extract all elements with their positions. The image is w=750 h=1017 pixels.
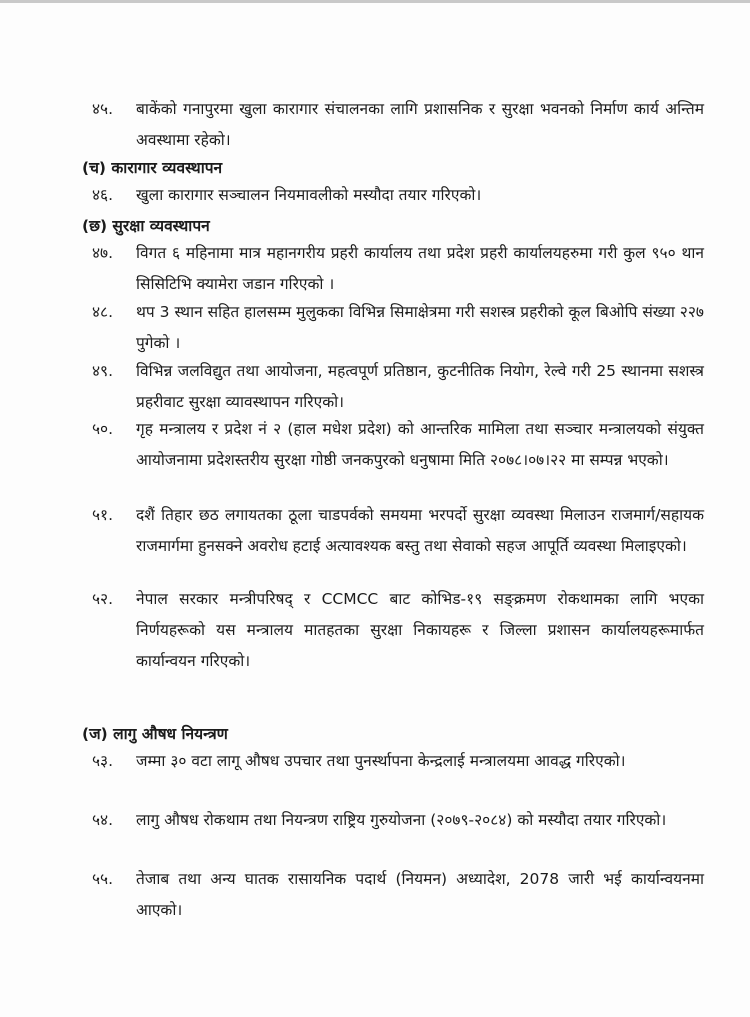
section-heading-security-management: (छ) सुरक्षा व्यवस्थापन xyxy=(82,217,210,235)
top-border-strip xyxy=(0,0,750,3)
item-text: विभिन्न जलविद्युत तथा आयोजना, महत्वपूर्ण प्रतिष्ठान, कुटनीतिक नियोग, रेल्वे गरी 25 स्थानमा सशस्त्र प्रहरीवाट सुरक्षा व्यावस्थापन गरिएको। xyxy=(136,362,704,411)
item-number: ५०. xyxy=(92,420,114,438)
list-item-45 xyxy=(92,94,704,156)
item-text: तेजाब तथा अन्य घातक रासायनिक पदार्थ (नियमन) अध्यादेश, 2078 जारी भई कार्यान्वयनमा आएको। xyxy=(136,870,704,919)
item-number: ५४. xyxy=(92,811,114,829)
item-text: नेपाल सरकार मन्त्रीपरिषद् र CCMCC बाट कोभिड-१९ सङ्क्रमण रोकथामका लागि भएका निर्णयहरूको यस मन्त्रालय मातहतका सुरक्षा निकायहरू र जिल्ला प्रशासन कार्यालयहरूमार्फत कार्यान्वयन गरिएको। xyxy=(136,590,704,670)
list-item-51 xyxy=(92,500,704,562)
item-text: खुला कारागार सञ्चालन नियमावलीको मस्यौदा तयार गरिएको। xyxy=(136,186,482,204)
section-heading-drug-control: (ज) लागु औषध नियन्त्रण xyxy=(82,725,228,743)
item-text: लागु औषध रोकथाम तथा नियन्त्रण राष्ट्रिय गुरुयोजना (२०७९-२०८४) को मस्यौदा तयार गरिएको। xyxy=(136,811,667,829)
item-text: गृह मन्त्रालय र प्रदेश नं २ (हाल मधेश प्रदेश) को आन्तरिक मामिला तथा सञ्चार मन्त्रालयको संयुक्त आयोजनामा प्रदेशस्तरीय सुरक्षा गोष्ठी जनकपुरको धनुषामा मिति २०७८।०७।२२ मा सम्पन्न भएको। xyxy=(136,420,704,469)
list-item-53 xyxy=(92,746,704,777)
item-number: ४७. xyxy=(92,244,114,262)
item-text: दशैं तिहार छठ लगायतका ठूला चाडपर्वको समयमा भरपर्दो सुरक्षा व्यवस्था मिलाउन राजमार्ग/सहायक राजमार्गमा हुनसक्ने अवरोध हटाई अत्यावश्यक बस्तु तथा सेवाको सहज आपूर्ति व्यवस्था मिलाइएको। xyxy=(136,506,704,555)
item-text: जम्मा ३० वटा लागू औषध उपचार तथा पुनर्स्थापना केन्द्रलाई मन्त्रालयमा आवद्ध गरिएको। xyxy=(136,752,626,770)
list-item-50 xyxy=(92,414,704,476)
list-item-47 xyxy=(92,238,704,300)
item-text: थप 3 स्थान सहित हालसम्म मुलुकका विभिन्न सिमाक्षेत्रमा गरी सशस्त्र प्रहरीको कूल बिओपि संख्या २२७ पुगेको । xyxy=(136,303,704,352)
list-item-46 xyxy=(92,180,704,211)
list-item-55 xyxy=(92,864,704,926)
list-item-48 xyxy=(92,297,704,359)
section-heading-prison-management: (च) कारागार व्यवस्थापन xyxy=(82,159,223,177)
item-number: ४५. xyxy=(92,100,114,118)
list-item-49 xyxy=(92,356,704,418)
item-number: ५३. xyxy=(92,752,114,770)
list-item-54 xyxy=(92,805,704,836)
item-text: विगत ६ महिनामा मात्र महानगरीय प्रहरी कार्यालय तथा प्रदेश प्रहरी कार्यालयहरुमा गरी कुल ९५० थान सिसिटिभि क्यामेरा जडान गरिएको । xyxy=(136,244,704,293)
item-number: ५२. xyxy=(92,590,114,608)
item-number: ५५. xyxy=(92,870,114,888)
item-number: ४६. xyxy=(92,186,114,204)
item-number: ४९. xyxy=(92,362,114,380)
item-text: बाकेंको गनापुरमा खुला कारागार संचालनका लागि प्रशासनिक र सुरक्षा भवनको निर्माण कार्य अन्तिम अवस्थामा रहेको। xyxy=(136,100,704,149)
list-item-52 xyxy=(92,584,704,677)
item-number: ४८. xyxy=(92,303,114,321)
item-number: ५१. xyxy=(92,506,114,524)
